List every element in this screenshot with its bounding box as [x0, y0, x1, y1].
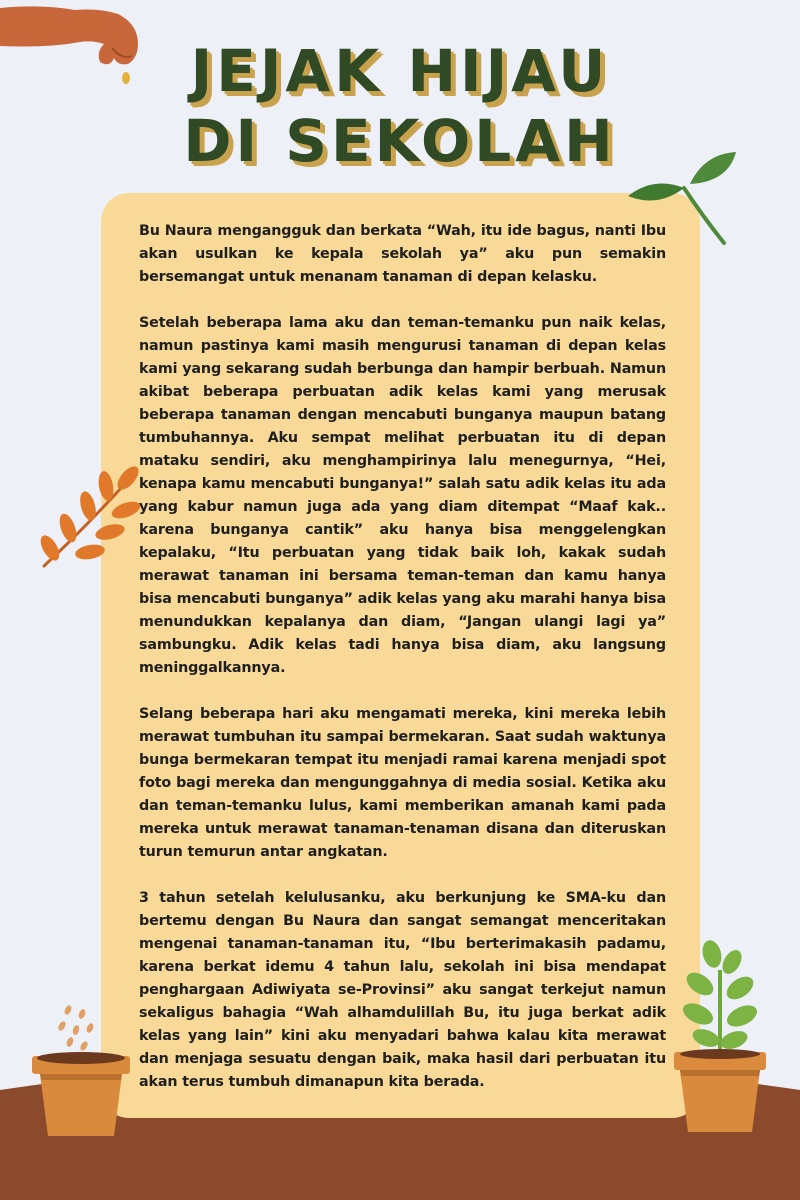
story-text: [139, 220, 666, 1117]
soil-pot-with-seeds-icon: [26, 1000, 136, 1140]
orange-leaf-branch-icon: [32, 466, 142, 576]
title-line-1: JEJAK HIJAU: [190, 37, 610, 105]
paragraph-4: 3 tahun setelah kelulusanku, aku berkunjung ke SMA-ku dan bertemu dengan Bu Naura dan sangat semangat menceritakan mengenai tanaman-tanaman itu, “Ibu berterimakasih padamu, karena berkat idemu 4 tahun lalu, sekolah ini bisa mendapat penghargaan Adiwiyata se-Provinsi” aku sangat terkejut namun sekaligus bahagia “Wah alhamdulillah Bu, itu juga berkat adik kelas yang lain” kini aku menyadari bahwa kalau kita merawat dan menjaga sesuatu dengan baik, maka hasil dari perbuatan itu akan terus tumbuh dimanapun kita berada.: [139, 890, 666, 1090]
title-line-2: DI SEKOLAH: [183, 107, 617, 175]
paragraph-2: Setelah beberapa lama aku dan teman-temanku pun naik kelas, namun pastinya kami masih mengurusi tanaman di depan kelas kami yang sekarang sudah berbunga dan hampir berbuah. Namun akibat beberapa perbuatan adik kelas kami yang merusak beberapa tanaman dengan mencabuti bunganya maupun batang tumbuhannya. Aku sempat melihat perbuatan itu di depan mataku sendiri, aku menghampirinya lalu menegurnya, “Hei, kenapa kamu mencabuti bunganya!” salah satu adik kelas itu ada yang kabur namun juga ada yang diam ditempat “Maaf kak.. karena bunganya cantik” aku hanya bisa menggelengkan kepalaku, “Itu perbuatan yang tidak baik loh, kakak sudah merawat tanaman ini bersama teman-teman dan kamu hanya bisa mencabuti bunganya” adik kelas yang aku marahi hanya bisa menundukkan kepalanya dan diam, “Jangan ulangi lagi ya” sambungku. Adik kelas tadi hanya bisa diam, aku langsung meninggalkannya.: [139, 315, 666, 676]
potted-seedling-icon: [670, 940, 770, 1135]
paragraph-1: Bu Naura mengangguk dan berkata “Wah, itu ide bagus, nanti Ibu akan usulkan ke kepala sekolah ya” aku pun semakin bersemangat untuk menanam tanaman di depan kelasku.: [139, 223, 666, 285]
paragraph-3: Selang beberapa hari aku mengamati mereka, kini mereka lebih merawat tumbuhan itu sampai bermekaran. Saat sudah waktunya bunga bermekaran tempat itu menjadi ramai karena menjadi spot foto bagi mereka dan mengunggahnya di media sosial. Ketika aku dan teman-temanku lulus, kami memberikan amanah kami pada mereka untuk merawat tanaman-tenaman disana dan diteruskan turun temurun antar angkatan.: [139, 706, 666, 860]
